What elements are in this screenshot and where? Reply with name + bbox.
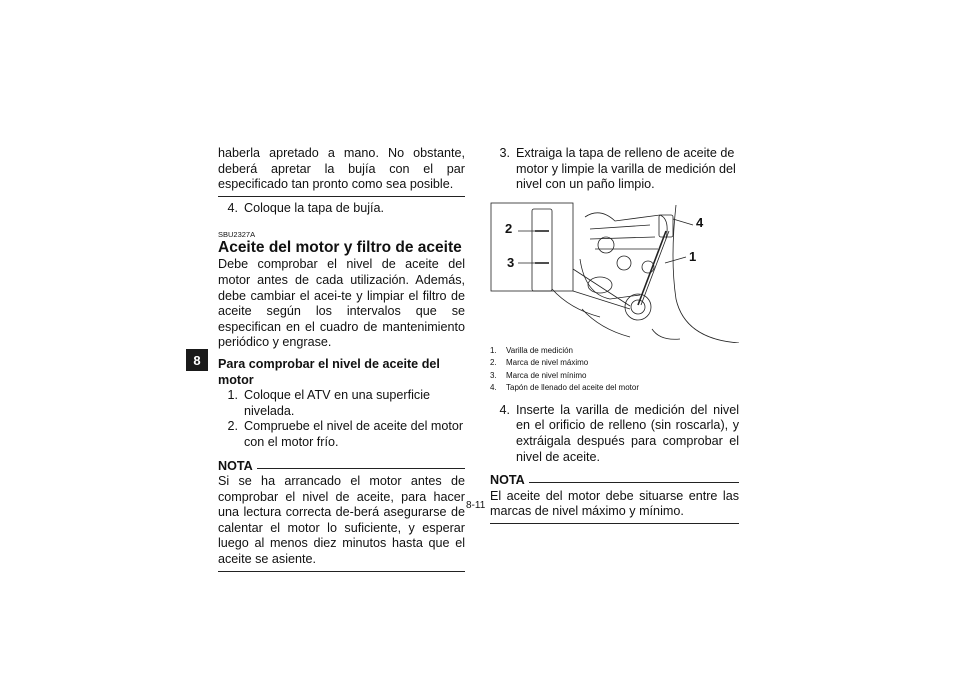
list-item: [218, 419, 465, 450]
nota-header: [490, 473, 739, 489]
section-code: SBU2327A: [218, 230, 256, 240]
chapter-tab: 8: [186, 349, 208, 371]
list-text: Inserte la varilla de medición del nivel en el orificio de relleno (sin roscarla), y extráigala después para comprobar el nivel de aceite.: [516, 402, 739, 464]
list-item: [490, 403, 739, 465]
list-number: 4.: [227, 200, 238, 215]
nota-label: NOTA: [490, 473, 525, 488]
list-number: 4.: [499, 402, 510, 417]
caption-number: 2.: [490, 358, 497, 368]
label-2: 2: [505, 220, 513, 236]
nota-rule: [257, 468, 465, 469]
caption-number: 4.: [490, 383, 497, 393]
list-number: 1.: [227, 388, 238, 403]
caption-item: [490, 357, 739, 370]
list-item: [218, 388, 465, 419]
caption-text: Marca de nivel mínimo: [506, 370, 587, 380]
list-item: [218, 201, 465, 217]
caption-item: [490, 370, 739, 383]
divider: [218, 196, 465, 197]
nota-text: Si se ha arrancado el motor antes de comprobar el nivel de aceite, para hacer una lectura correcta de-berá asegurarse de calentar el motor lo suficiente, y esperar luego al menos diez minutos hasta que el aceite se asiente.: [218, 474, 465, 567]
nota-rule: [529, 482, 739, 483]
label-4: 4: [696, 214, 704, 230]
figure-captions: [490, 345, 739, 395]
list-text: Compruebe el nivel de aceite del motor con el motor frío.: [244, 419, 464, 449]
subheading: Para comprobar el nivel de aceite del motor: [218, 356, 440, 387]
intro-paragraph: haberla apretado a mano. No obstante, deberá apretar la bujía con el par especificado tan pronto como sea posible.: [218, 146, 465, 192]
left-column: [218, 146, 465, 576]
nota-text: El aceite del motor debe situarse entre las marcas de nivel máximo y mínimo.: [490, 488, 739, 519]
divider: [218, 571, 465, 572]
list-item: [490, 146, 739, 193]
caption-text: Marca de nivel máximo: [506, 358, 589, 368]
nota-label: NOTA: [218, 458, 253, 473]
body-paragraph: Debe comprobar el nivel de aceite del motor antes de cada utilización. Además, debe cambiar el acei-te y limpiar el filtro de aceite según los intervalos que se especifican en el cuadro de mantenimiento periódico y engrase.: [218, 257, 465, 350]
label-1: 1: [689, 248, 697, 264]
list-text: Coloque la tapa de bujía.: [244, 200, 385, 215]
caption-text: Varilla de medición: [506, 345, 573, 355]
list-text: Extraiga la tapa de relleno de aceite de motor y limpie la varilla de medición del nivel con un paño limpio.: [516, 146, 736, 192]
caption-number: 3.: [490, 370, 497, 380]
right-column: [490, 146, 739, 528]
dipstick-inset: [532, 209, 552, 291]
caption-text: Tapón de llenado del aceite del motor: [506, 383, 639, 393]
list-number: 2.: [227, 419, 238, 434]
caption-number: 1.: [490, 345, 497, 355]
caption-item: [490, 345, 739, 358]
divider: [490, 523, 739, 524]
list-text: Coloque el ATV en una superficie nivelada.: [244, 388, 430, 418]
page-number: 8-11: [466, 500, 486, 511]
label-3: 3: [507, 254, 515, 270]
list-number: 3.: [499, 146, 510, 160]
caption-item: [490, 382, 739, 395]
engine-oil-figure: [490, 199, 739, 343]
section-heading: Aceite del motor y filtro de aceite: [218, 239, 462, 257]
nota-header: [218, 459, 465, 475]
